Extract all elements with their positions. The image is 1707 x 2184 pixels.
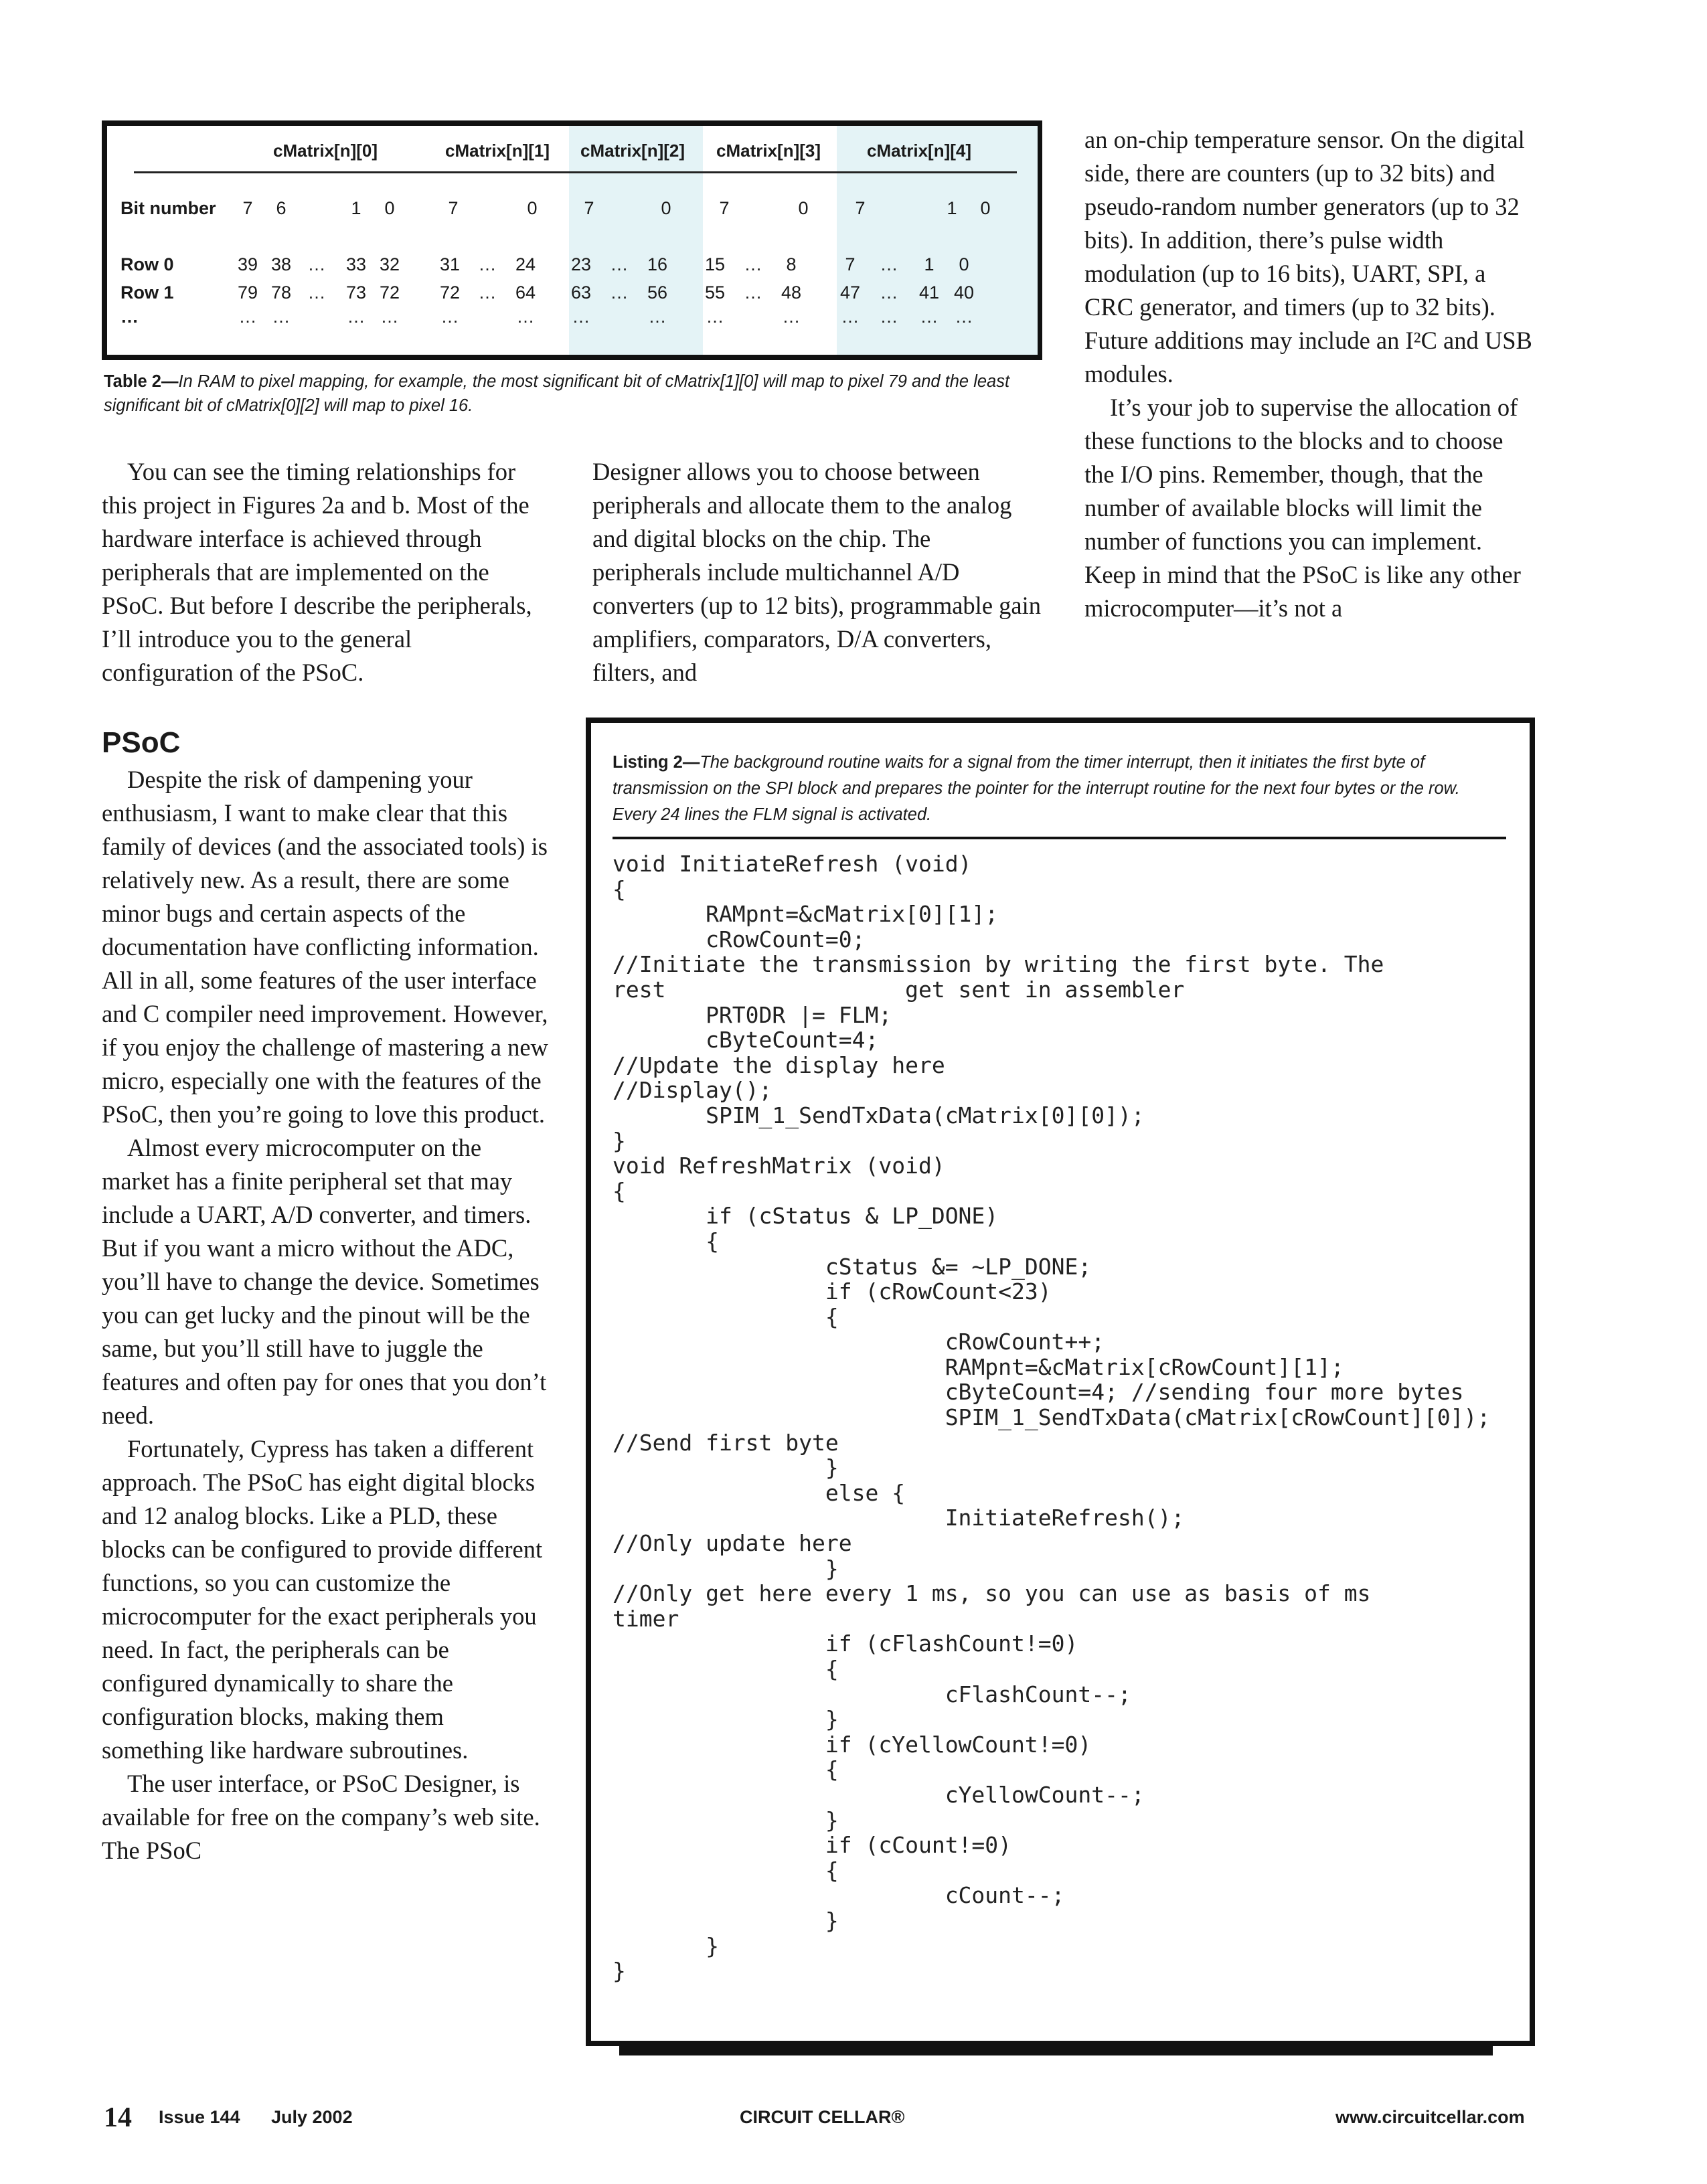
website-url: www.circuitcellar.com: [1335, 2107, 1525, 2127]
table-cell: 7: [845, 254, 856, 274]
table-cell: 15: [704, 254, 726, 274]
table-header: cMatrix[n][0]: [273, 141, 378, 161]
table-caption-label: Table 2—: [104, 372, 179, 391]
table-cell: 7: [584, 198, 594, 218]
table-cell: 1: [351, 198, 361, 218]
table-cell: …: [238, 307, 257, 327]
table-cell: 40: [953, 282, 975, 303]
table-cell: …: [880, 307, 898, 327]
table-2: [102, 120, 1042, 360]
table-cell: …: [516, 307, 535, 327]
table-header: cMatrix[n][3]: [716, 141, 821, 161]
table-cell: 0: [959, 254, 969, 274]
table-cell: …: [347, 307, 365, 327]
table-cell: 0: [527, 198, 538, 218]
table-cell: 48: [781, 282, 802, 303]
table-cell: 23: [570, 254, 592, 274]
paragraph: You can see the timing relationships for this project in Figures 2a and b. Most of the hardware interface is achieved through peripherals that are implemented on the PSoC. But before I describe the peripherals, I’ll introduce you to the general configuration of the PSoC.: [102, 458, 532, 686]
table-cell: 33: [345, 254, 367, 274]
table-cell: …: [272, 307, 291, 327]
paragraph: Almost every microcomputer on the market has a finite peripheral set that may include a UART, A/D converter, and timers. But if you want a micro without the ADC, you’ll have to change the device. Sometimes you can get lucky and the pinout will be the same, but you’ll still have to juggle the features and often pay for ones that you don’t need.: [102, 1134, 547, 1429]
table-header: cMatrix[n][2]: [580, 141, 685, 161]
table-cell: 7: [855, 198, 866, 218]
table-cell: 0: [661, 198, 671, 218]
table-cell: …: [572, 307, 590, 327]
table-cell: 1: [924, 254, 934, 274]
table-cell: 72: [439, 282, 461, 303]
listing-caption-text: The background routine waits for a signal from the timer interrupt, then it initiates the first byte of transmission on the SPI block and prepares the pointer for the interrupt routine for the next four bytes or the row. Every 24 lines the FLM signal is activated.: [613, 753, 1460, 824]
table-cell: …: [706, 307, 724, 327]
table-cell: …: [648, 307, 667, 327]
table-cell: …: [744, 254, 762, 274]
table-cell: 78: [270, 282, 292, 303]
row-label: Bit number: [120, 198, 216, 218]
table-cell: 7: [242, 198, 253, 218]
table-cell: …: [610, 282, 629, 303]
table-cell: 7: [719, 198, 730, 218]
table-cell: 32: [379, 254, 400, 274]
column-3: [1084, 123, 1536, 625]
table-header-rule: [134, 171, 1017, 173]
table-cell: 39: [237, 254, 258, 274]
row-label: Row 0: [120, 254, 174, 274]
table-header: cMatrix[n][1]: [445, 141, 550, 161]
table-cell: 38: [270, 254, 292, 274]
table-cell: 55: [704, 282, 726, 303]
table-cell: …: [478, 254, 497, 274]
table-caption-text: In RAM to pixel mapping, for example, the most significant bit of cMatrix[1][0] will map to pixel 79 and the least significant bit of cMatrix[0][2] will map to pixel 16.: [104, 372, 1010, 415]
row-label: …: [120, 307, 139, 327]
listing-rule: [613, 837, 1506, 839]
table-cell: 41: [918, 282, 940, 303]
page-number: 14: [104, 2102, 132, 2133]
listing-2: [586, 718, 1535, 2046]
listing-caption-label: Listing 2—: [613, 753, 700, 772]
table-cell: …: [478, 282, 497, 303]
paragraph: Fortunately, Cypress has taken a different approach. The PSoC has eight digital blocks and 12 analog blocks. Like a PLD, these blocks can be configured to provide different functions, so you can customize the microcomputer for the exact peripherals you need. In fact, the peripherals can be configured dynamically to share the configuration blocks, making them something like hardware subroutines.: [102, 1435, 543, 1764]
table-cell: …: [307, 282, 326, 303]
paragraph: Designer allows you to choose between peripherals and allocate them to the analog and digital blocks on the chip. The peripherals include multichannel A/D converters (up to 12 bits), programmable gain amplifiers, comparators, D/A converters, filters, and: [592, 458, 1041, 686]
table-cell: …: [955, 307, 973, 327]
paragraph: an on-chip temperature sensor. On the digital side, there are counters (up to 32 bits) and pseudo-random number generators (up to 32 bits). In addition, there’s pulse width modulation (up to 16 bits), UART, SPI, a CRC generator, and timers (up to 32 bits). Future additions may include an I²C and USB modules.: [1084, 126, 1532, 388]
table-caption: [104, 369, 1041, 418]
table-cell: 0: [384, 198, 395, 218]
table-header: cMatrix[n][4]: [867, 141, 972, 161]
table-cell: 31: [439, 254, 461, 274]
table-cell: …: [841, 307, 860, 327]
table-cell: …: [380, 307, 399, 327]
paragraph: It’s your job to supervise the allocation of these functions to the blocks and to choose the I/O pins. Remember, though, that the number of available blocks will limit the number of functions you can implement. Keep in mind that the PSoC is like any other microcomputer—it’s not a: [1084, 394, 1521, 622]
paragraph: The user interface, or PSoC Designer, is available for free on the company’s web site. The PSoC: [102, 1770, 540, 1864]
table-cell: …: [782, 307, 801, 327]
table-cell: 73: [345, 282, 367, 303]
table-cell: 47: [839, 282, 861, 303]
table-cell: 7: [448, 198, 459, 218]
table-cell: …: [744, 282, 762, 303]
table-cell: 64: [515, 282, 536, 303]
column-1: [102, 455, 549, 1867]
table-cell: …: [880, 254, 898, 274]
table-cell: 72: [379, 282, 400, 303]
table-cell: 0: [798, 198, 809, 218]
listing-caption: [613, 750, 1503, 828]
table-cell: 79: [237, 282, 258, 303]
table-cell: 0: [980, 198, 991, 218]
code-listing: void InitiateRefresh (void) { RAMpnt=&cMatrix[0][1]; cRowCount=0; //Initiate the transmission by writing the first byte. The rest get sent in assembler PRT0DR |= FLM; cByteCount=4; //Update the display here //Display(); SPIM_1_SendTxData(cMatrix[0][0]); } void RefreshMatrix (void) { if (cStatus & LP_DONE) { cStatus &= ~LP_DONE; if (cRowCount<23) { cRowCount++; RAMpnt=&cMatrix[cRowCount][1]; cByteCount=4; //sending four more bytes SPIM_1_SendTxData(cMatrix[cRowCount][0]); //Send first byte } else { InitiateRefresh(); //Only update here } //Only get here every 1 ms, so you can use as basis of ms timer if (cFlashCount!=0) { cFlashCount--; } if (cYellowCount!=0) { cYellowCount--; } if (cCount!=0) { cCount--; } } }: [613, 851, 1491, 1985]
magazine-name: CIRCUIT CELLAR®: [740, 2107, 905, 2127]
table-cell: 24: [515, 254, 536, 274]
section-heading: PSoC: [102, 726, 181, 759]
table-cell: …: [610, 254, 629, 274]
table-cell: 56: [647, 282, 668, 303]
issue-date: July 2002: [271, 2107, 353, 2127]
table-cell: 6: [276, 198, 287, 218]
table-cell: …: [307, 254, 326, 274]
column-2: [592, 455, 1044, 689]
table-cell: 8: [786, 254, 797, 274]
table-cell: …: [440, 307, 459, 327]
table-cell: …: [880, 282, 898, 303]
table-cell: 1: [947, 198, 957, 218]
table-cell: 16: [647, 254, 668, 274]
issue-number: Issue 144: [159, 2107, 240, 2127]
paragraph: Despite the risk of dampening your enthusiasm, I want to make clear that this family of devices (and the associated tools) is relatively new. As a result, there are some minor bugs and certain aspects of the documentation have conflicting information. All in all, some features of the user interface and C compiler need improvement. However, if you enjoy the challenge of mastering a new micro, especially one with the features of the PSoC, then you’re going to love this product.: [102, 766, 548, 1128]
table-cell: …: [920, 307, 939, 327]
row-label: Row 1: [120, 282, 174, 303]
table-cell: 63: [570, 282, 592, 303]
